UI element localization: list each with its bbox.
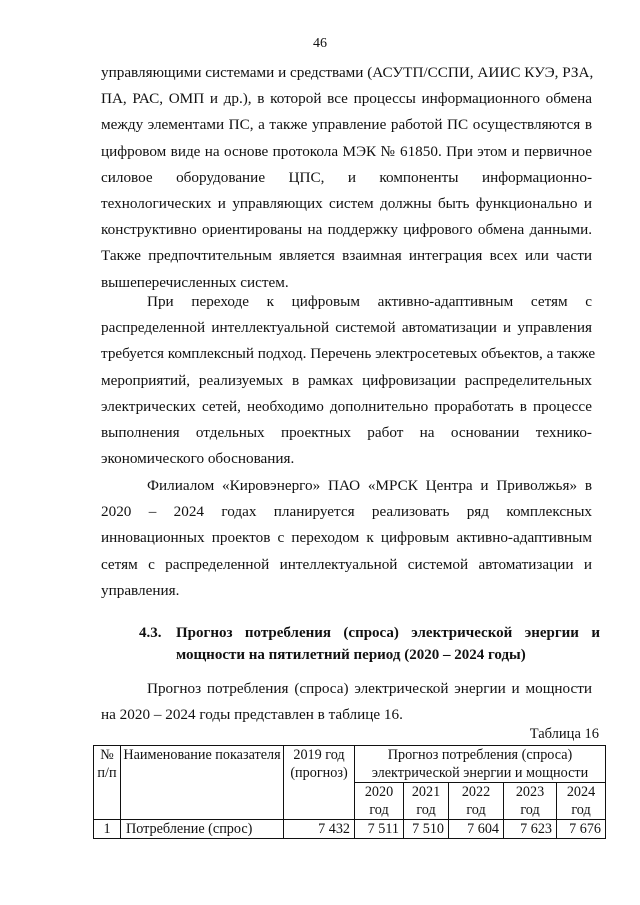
table-row — [94, 820, 606, 839]
header-num: № п/п — [94, 746, 121, 820]
row-base-value: 7 432 — [284, 820, 355, 839]
row-value: 7 511 — [355, 820, 404, 839]
table-intro-paragraph — [101, 676, 592, 728]
row-value: 7 623 — [504, 820, 557, 839]
paragraph-1 — [101, 60, 592, 296]
paragraph-line: силовое оборудование ЦПС, и компоненты информационно- — [101, 168, 592, 186]
paragraph-line: 2020 – 2024 годах планируется реализовать ряд комплексных — [101, 503, 592, 521]
row-value: 7 676 — [557, 820, 606, 839]
forecast-table — [93, 745, 606, 839]
page-number: 46 — [313, 36, 327, 51]
paragraph-line: на 2020 – 2024 годы представлен в таблице 16. — [101, 706, 403, 724]
header-year: 2022 год — [449, 783, 504, 820]
paragraph-line: конструктивно ориентированы на поддержку цифрового обмена данными. — [101, 221, 592, 239]
header-name: Наименование показателя — [121, 746, 284, 820]
paragraph-line: ПА, РАС, ОМП и др.), в которой все процессы информационного обмена — [101, 90, 592, 108]
paragraph-line: При переходе к цифровым активно-адаптивным сетям с — [147, 293, 592, 310]
paragraph-line: экономического обоснования. — [101, 450, 295, 468]
paragraph-line: технологических и управляющих систем должны быть функционально и — [101, 194, 592, 212]
paragraph-line: между элементами ПС, а также управление работой ПС осуществляются в — [101, 116, 592, 134]
paragraph-line: сетям с распределенной интеллектуальной системой автоматизации и — [101, 555, 592, 573]
paragraph-line: управляющими системами и средствами (АСУТП/ССПИ, АИИС КУЭ, РЗА, — [101, 64, 594, 81]
header-forecast-group: Прогноз потребления (спроса) электрической энергии и мощности — [355, 746, 606, 783]
header-base-year: 2019 год (прогноз) — [284, 746, 355, 820]
section-number: 4.3. — [139, 625, 162, 641]
paragraph-2 — [101, 289, 596, 472]
table-caption: Таблица 16 — [529, 726, 599, 742]
paragraph-line: вышеперечисленных систем. — [101, 273, 289, 291]
section-title — [176, 622, 600, 666]
row-name: Потребление (спрос) — [121, 820, 284, 839]
section-title-line: мощности на пятилетний период (2020 – 2024 годы) — [176, 647, 526, 663]
header-year: 2021 год — [404, 783, 449, 820]
paragraph-line: требуется комплексный подход. Перечень электросетевых объектов, а также — [101, 345, 596, 363]
table-header-row — [94, 746, 606, 783]
row-num: 1 — [94, 820, 121, 839]
section-title-line: Прогноз потребления (спроса) электрической энергии и — [176, 625, 600, 641]
paragraph-line: Филиалом «Кировэнерго» ПАО «МРСК Центра и Приволжья» в — [147, 477, 592, 494]
paragraph-line: цифровом виде на основе протокола МЭК № 61850. При этом и первичное — [101, 142, 592, 160]
paragraph-line: Прогноз потребления (спроса) электрической энергии и мощности — [147, 680, 592, 697]
header-year: 2024 год — [557, 783, 606, 820]
paragraph-line: Также предпочтительным является взаимная интеграция всех или части — [101, 247, 592, 265]
paragraph-3 — [101, 473, 592, 604]
row-value: 7 604 — [449, 820, 504, 839]
paragraph-line: мероприятий, реализуемых в рамках цифровизации распределительных — [101, 371, 592, 389]
header-year: 2023 год — [504, 783, 557, 820]
paragraph-line: управления. — [101, 581, 180, 599]
paragraph-line: выполнения отдельных проектных работ на основании технико- — [101, 423, 592, 441]
paragraph-line: инновационных проектов с переходом к цифровым активно-адаптивным — [101, 529, 592, 547]
paragraph-line: электрических сетей, необходимо дополнительно проработать в процессе — [101, 397, 592, 415]
header-year: 2020 год — [355, 783, 404, 820]
row-value: 7 510 — [404, 820, 449, 839]
paragraph-line: распределенной интеллектуальной системой автоматизации и управления — [101, 319, 592, 337]
